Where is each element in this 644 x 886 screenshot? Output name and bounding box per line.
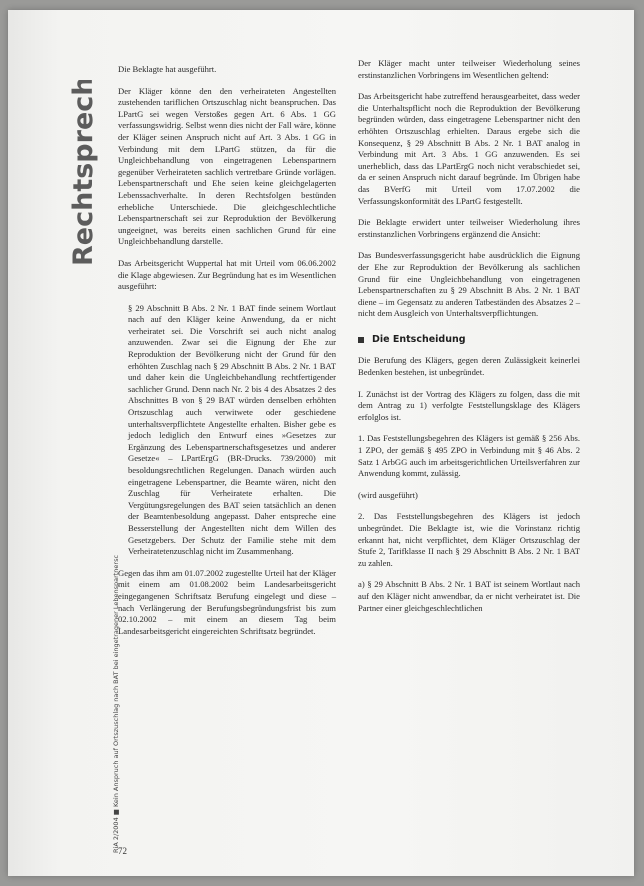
left-paragraph: Der Kläger könne den den verheirateten Angestellten zustehenden tariflichen Ortszuschlag nicht beanspruchen. Das LPartG sei wegen Verstoßes gegen Art. 6 Abs. 1 GG verfassungswidrig. Selbst wenn dies nicht der Fall wäre, könne der Kläger seinen Anspruch nicht auf Art. 3 Abs. 1 GG in Verbindung mit dem LPartG stützen, da für die Ungleichbehandlung von eingetragenen Lebenspartnern gegenüber Verheirateten sachlich vertretbare Gründe vorlägen. Lebenspartnerschaft und Ehe seien keine gleichgelagerten Lebenssachverhalte. In deren Rechtsfolgen bestünden erhebliche Unterschiede. Die gleichgeschlechtliche Lebenspartnerschaft sei zur Reproduktion der Bevölkerung ungeeignet, was bereits einen sachlichen Grund für eine Ungleichbehandlung darstelle. <box>118 85 336 247</box>
right-paragraph: (wird ausgeführt) <box>358 489 418 500</box>
square-bullet-icon <box>358 337 364 343</box>
left-paragraph: Die Beklagte hat ausgeführt. <box>118 64 217 74</box>
right-paragraph: I. Zunächst ist der Vortrag des Klägers zu folgen, dass die mit dem Antrag zu 1) verfolgte Feststellungsklage des Klägers erfolglos ist. <box>358 388 580 422</box>
section-label-text: Rechtsprechung <box>68 80 99 266</box>
right-column <box>358 58 580 624</box>
decision-heading-text: Die Entscheidung <box>372 333 466 345</box>
left-paragraph: Das Arbeitsgericht Wuppertal hat mit Urteil vom 06.06.2002 die Klage abgewiesen. Zur Begründung hat es im Wesentlichen ausgeführt: <box>118 257 336 292</box>
side-note-text: RiA 2/2004 ■ Kein Anspruch auf Ortszuschlag nach BAT bei eingetragener Lebenspartnerschaft <box>112 555 120 853</box>
decision-heading <box>358 334 580 346</box>
right-paragraph: Das Arbeitsgericht habe zutreffend herausgearbeitet, dass weder die Unterhaltspflicht noch die Reproduktion der Bevölkerung begründen würden, dass eingetragene Lebenspartner nicht den erhöhten Ortszuschlag erhielten. Daraus ergebe sich die Konsequenz, § 29 Abschnitt B Abs. 2 Nr. 1 BAT analog in Verbindung mit Art. 3 Abs. 1 GG anzuwenden. Es sei unerheblich, dass das LPartErgG noch nicht verabschiedet sei, da er seinen Anspruch nicht darauf begründe. Im Übrigen habe das BVerfG mit Urteil vom 17.07.2002 die Verfassungskonformität des LPartG festgestellt. <box>358 91 580 206</box>
right-paragraph: 1. Das Feststellungsbegehren des Klägers ist gemäß § 256 Abs. 1 ZPO, der gemäß § 495 ZPO in Verbindung mit § 46 Abs. 2 Satz 1 ArbGG auch im arbeitsgerichtlichen Urteilsverfahren zur Anwendung kommt, zulässig. <box>358 433 580 479</box>
right-paragraph: Das Bundesverfassungsgericht habe ausdrücklich die Eignung der Ehe zur Reproduktion der Bevölkerung als sachlichen Grund für eine Ungleichbehandlung von eingetragenen Lebenspartnerschaften zu § 29 Abschnitt B Abs. 2 Nr. 1 BAT diene – im Gegensatz zu anderen Tatbeständen des Absatzes 2 – nicht dem Ausgleich von Unterhaltsverpflichtungen. <box>358 250 580 319</box>
page-number: 72 <box>118 846 127 856</box>
section-label <box>60 80 102 270</box>
left-column <box>118 64 336 647</box>
left-paragraph: § 29 Abschnitt B Abs. 2 Nr. 1 BAT finde seinem Wortlaut nach auf den Kläger keine Anwendung, da er nicht verheiratet sei. Die Vorschrift sei auch nicht analog anzuwenden. Zwar sei die Eignung der Ehe zur Reproduktion der Bevölkerung nicht der Grund für den erhöhten Zuschlag nach § 29 Abschnitt B Abs. 2 Nr. 1 BAT und daher kein die Ungleichbehandlung rechtfertigender sachlicher Grund. Denn nach Nr. 2 bis 4 des Absatzes 2 des Abschnittes B von § 29 BAT würden denselben erhöhten Ortszuschlag auch verwitwete oder geschiedene unterhaltsverpflichtete Angestellte erhalten. Bisher gebe es jedoch lediglich den Entwurf eines »Gesetzes zur Ergänzung des Lebenspartnerschaftsgesetzes und anderer Gesetze« – LPartErgG (BR-Drucks. 739/2000) mit besoldungsrechtlichen Regelungen. Danach würden auch eingetragene Lebenspartner, die Beamte wären, nicht den Zuschlag für Verheiratete erhalten. Die Vergütungsregelungen des BAT seien tatsächlich an denen der Beamtenbesoldung angepasst. Daher entspreche eine Besserstellung der Angestellten nicht dem Willen des Gesetzgebers. Der Schutz der Familie stehe mit dem Verheiratetenzuschlag nicht im Zusammenhang. <box>128 302 336 557</box>
right-paragraph: Der Kläger macht unter teilweiser Wiederholung seines erstinstanzlichen Vorbringens im Wesentlichen geltend: <box>358 58 580 80</box>
document-page <box>8 10 634 876</box>
right-paragraph: Die Beklagte erwidert unter teilweiser Wiederholung ihres erstinstanzlichen Vorbringens ergänzend die Ansicht: <box>358 217 580 239</box>
right-paragraph: a) § 29 Abschnitt B Abs. 2 Nr. 1 BAT ist seinem Wortlaut nach auf den Kläger nicht anwendbar, da er nicht verheiratet ist. Die Partner einer gleichgeschlechtlichen <box>358 579 580 613</box>
left-paragraph: Gegen das ihm am 01.07.2002 zugestellte Urteil hat der Kläger mit einem am 01.08.2002 beim Landesarbeitsgericht eingegangenen Schriftsatz Berufung eingelegt und diese – nach Verlängerung der Berufungsbegründungsfrist bis zum 02.10.2002 – mit einem an diesem Tag beim Landesarbeitsgericht eingereichten Schriftsatz begründet. <box>118 567 336 636</box>
right-paragraph: 2. Das Feststellungsbegehren des Klägers ist jedoch unbegründet. Die Beklagte ist, wie die Vorinstanz richtig erkannt hat, nicht verpflichtet, dem Kläger Ortszuschlag der Stufe 2, Tarifklasse II nach § 29 Abschnitt B Abs. 2 Nr. 1 BAT zu zahlen. <box>358 511 580 568</box>
right-paragraph: Die Berufung des Klägers, gegen deren Zulässigkeit keinerlei Bedenken bestehen, ist unbegründet. <box>358 355 580 378</box>
